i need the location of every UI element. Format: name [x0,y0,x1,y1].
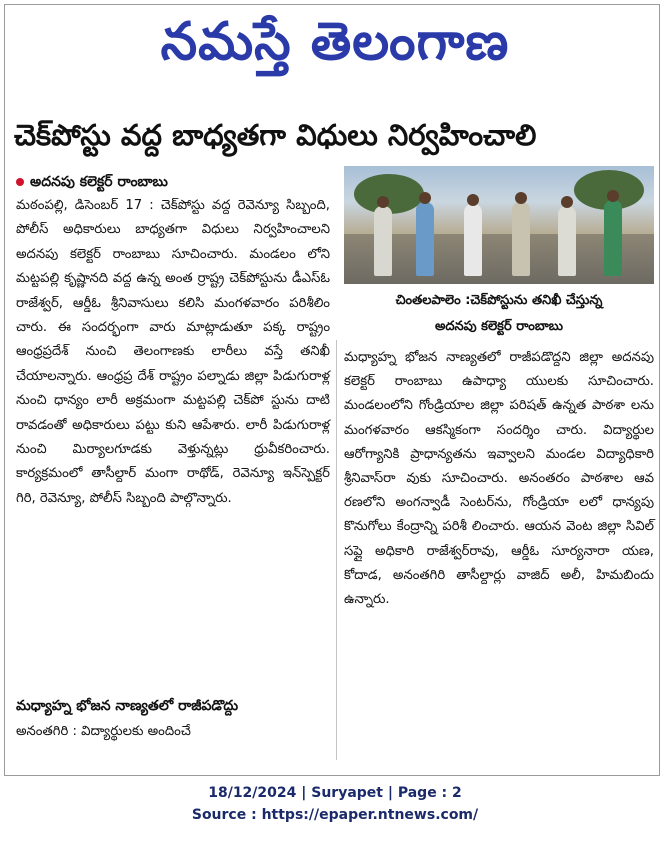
footer-date-edition: 18/12/2024 | Suryapet | Page : 2 [208,785,462,801]
photo-person-head [607,190,619,202]
column-divider [336,340,337,760]
page-footer [0,782,670,826]
photo-person-head [561,196,573,208]
subheadline: మధ్యాహ్న భోజన నాణ్యతలో రాజీపడొద్దు [16,698,239,714]
photo-person-head [377,196,389,208]
photo-person [374,206,392,276]
subarticle-body: మధ్యాహ్న భోజన నాణ్యతలో రాజీపడొద్దని జిల్లా అదనపు కలెక్టర్ రాంబాబు ఉపాధ్యా యులకు సూచించారు. మండలంలోని గోండ్రియాల జిల్లా పరిషత్ ఉన్నత పాఠశా లను మంగళవారం ఆకస్మికంగా సందర్శిం చారు. విద్యార్థుల ఆరోగ్యానికి ప్రాధాన్యతను ఇవ్వాలని మండల విద్యాధికారి శ్రీనివాస్‌రా వుకు సూచించారు. అనంతరం పాఠశాల ఆవ రణలోని అంగన్వాడీ సెంటర్‌ను, గోండ్రియా లలో ధాన్యపు కొనుగోలు కేంద్రాన్ని పరిశీ లించారు. ఆయన వెంట జిల్లా సివిల్ సప్లై అధికారి రాజేశ్వర్‌రావు, ఆర్డీఓ సూర్యనారా యణ, కోదాడ, అనంతగిరి తాసీల్దార్లు వాజిద్ అలీ, హిమబిందు ఉన్నారు. [344,350,654,608]
left-column [16,194,330,511]
byline-text: అదనపు కలెక్టర్ రాంబాబు [30,174,168,190]
photo-person [512,202,530,276]
newspaper-masthead: నమస్తే తెలంగాణ [160,11,510,72]
photo-person [416,202,434,276]
photo-caption-line1: చింతలపాలెం :చెక్‌పోస్టును తనిఖీ చేస్తున్న [395,293,603,308]
photo-person-head [467,194,479,206]
photo-person-head [515,192,527,204]
bullet-icon [16,178,24,186]
photo-person-head [419,192,431,204]
article-photo [344,166,654,284]
photo-caption [344,288,654,340]
subarticle-start: అనంతగిరి : విద్యార్థులకు అందించే [16,724,191,739]
photo-person [558,206,576,276]
article-headline: చెక్‌పోస్టు వద్ద బాధ్యతగా విధులు నిర్వహించాలి [14,118,537,152]
photo-person [464,204,482,276]
photo-caption-line2: అదనపు కలెక్టర్ రాంబాబు [434,319,564,334]
article-body: మఠంపల్లి, డిసెంబర్ 17 : చెక్‌పోస్టు వద్ద రెవెన్యూ సిబ్బంది, పోలీస్ అధికారులు బాధ్యతగా విధులు నిర్వహించాలని అదనపు కలెక్టర్ రాంబాబు సూచించారు. మండలం లోని మట్టపల్లి కృష్ణానది వద్ద ఉన్న అంత ర్రాష్ట్ర చెక్‌పోస్టును డీఎస్‌ఓ రాజేశ్వర్, ఆర్డీఓ శ్రీనివాసులు కలిసి మంగళవారం పరిశీలిం చారు. ఈ సందర్భంగా వారు మాట్లాడుతూ పక్క రాష్ట్రం ఆంధ్రప్రదేశ్ నుంచి తెలంగాణకు లారీలు వస్తే తనిఖీ చేయాలన్నారు. ఆంధ్రప్ర దేశ్ రాష్ట్రం పల్నాడు జిల్లా పిడుగురాళ్ల నుంచి ధాన్యం లారీ అక్రమంగా మట్టపల్లి చెక్‌పో స్టును దాటి రావడంతో అధికారులు పట్టు కుని ఆపేశారు. లారీ పిడుగురాళ్ల నుంచి మిర్యాలగూడకు వెళ్తున్నట్లు ధ్రువీకరించారు. కార్యక్రమంలో తాసీల్దార్ మంగా రాథోడ్, రెవెన్యూ ఇన్‌స్పెక్టర్ గిరి, రెవెన్యూ, పోలీస్ సిబ్బంది పాల్గొన్నారు. [16,198,330,506]
photo-person [604,200,622,276]
footer-source-link[interactable]: Source : https://epaper.ntnews.com/ [191,807,479,823]
byline [16,172,168,192]
right-column [344,346,654,612]
